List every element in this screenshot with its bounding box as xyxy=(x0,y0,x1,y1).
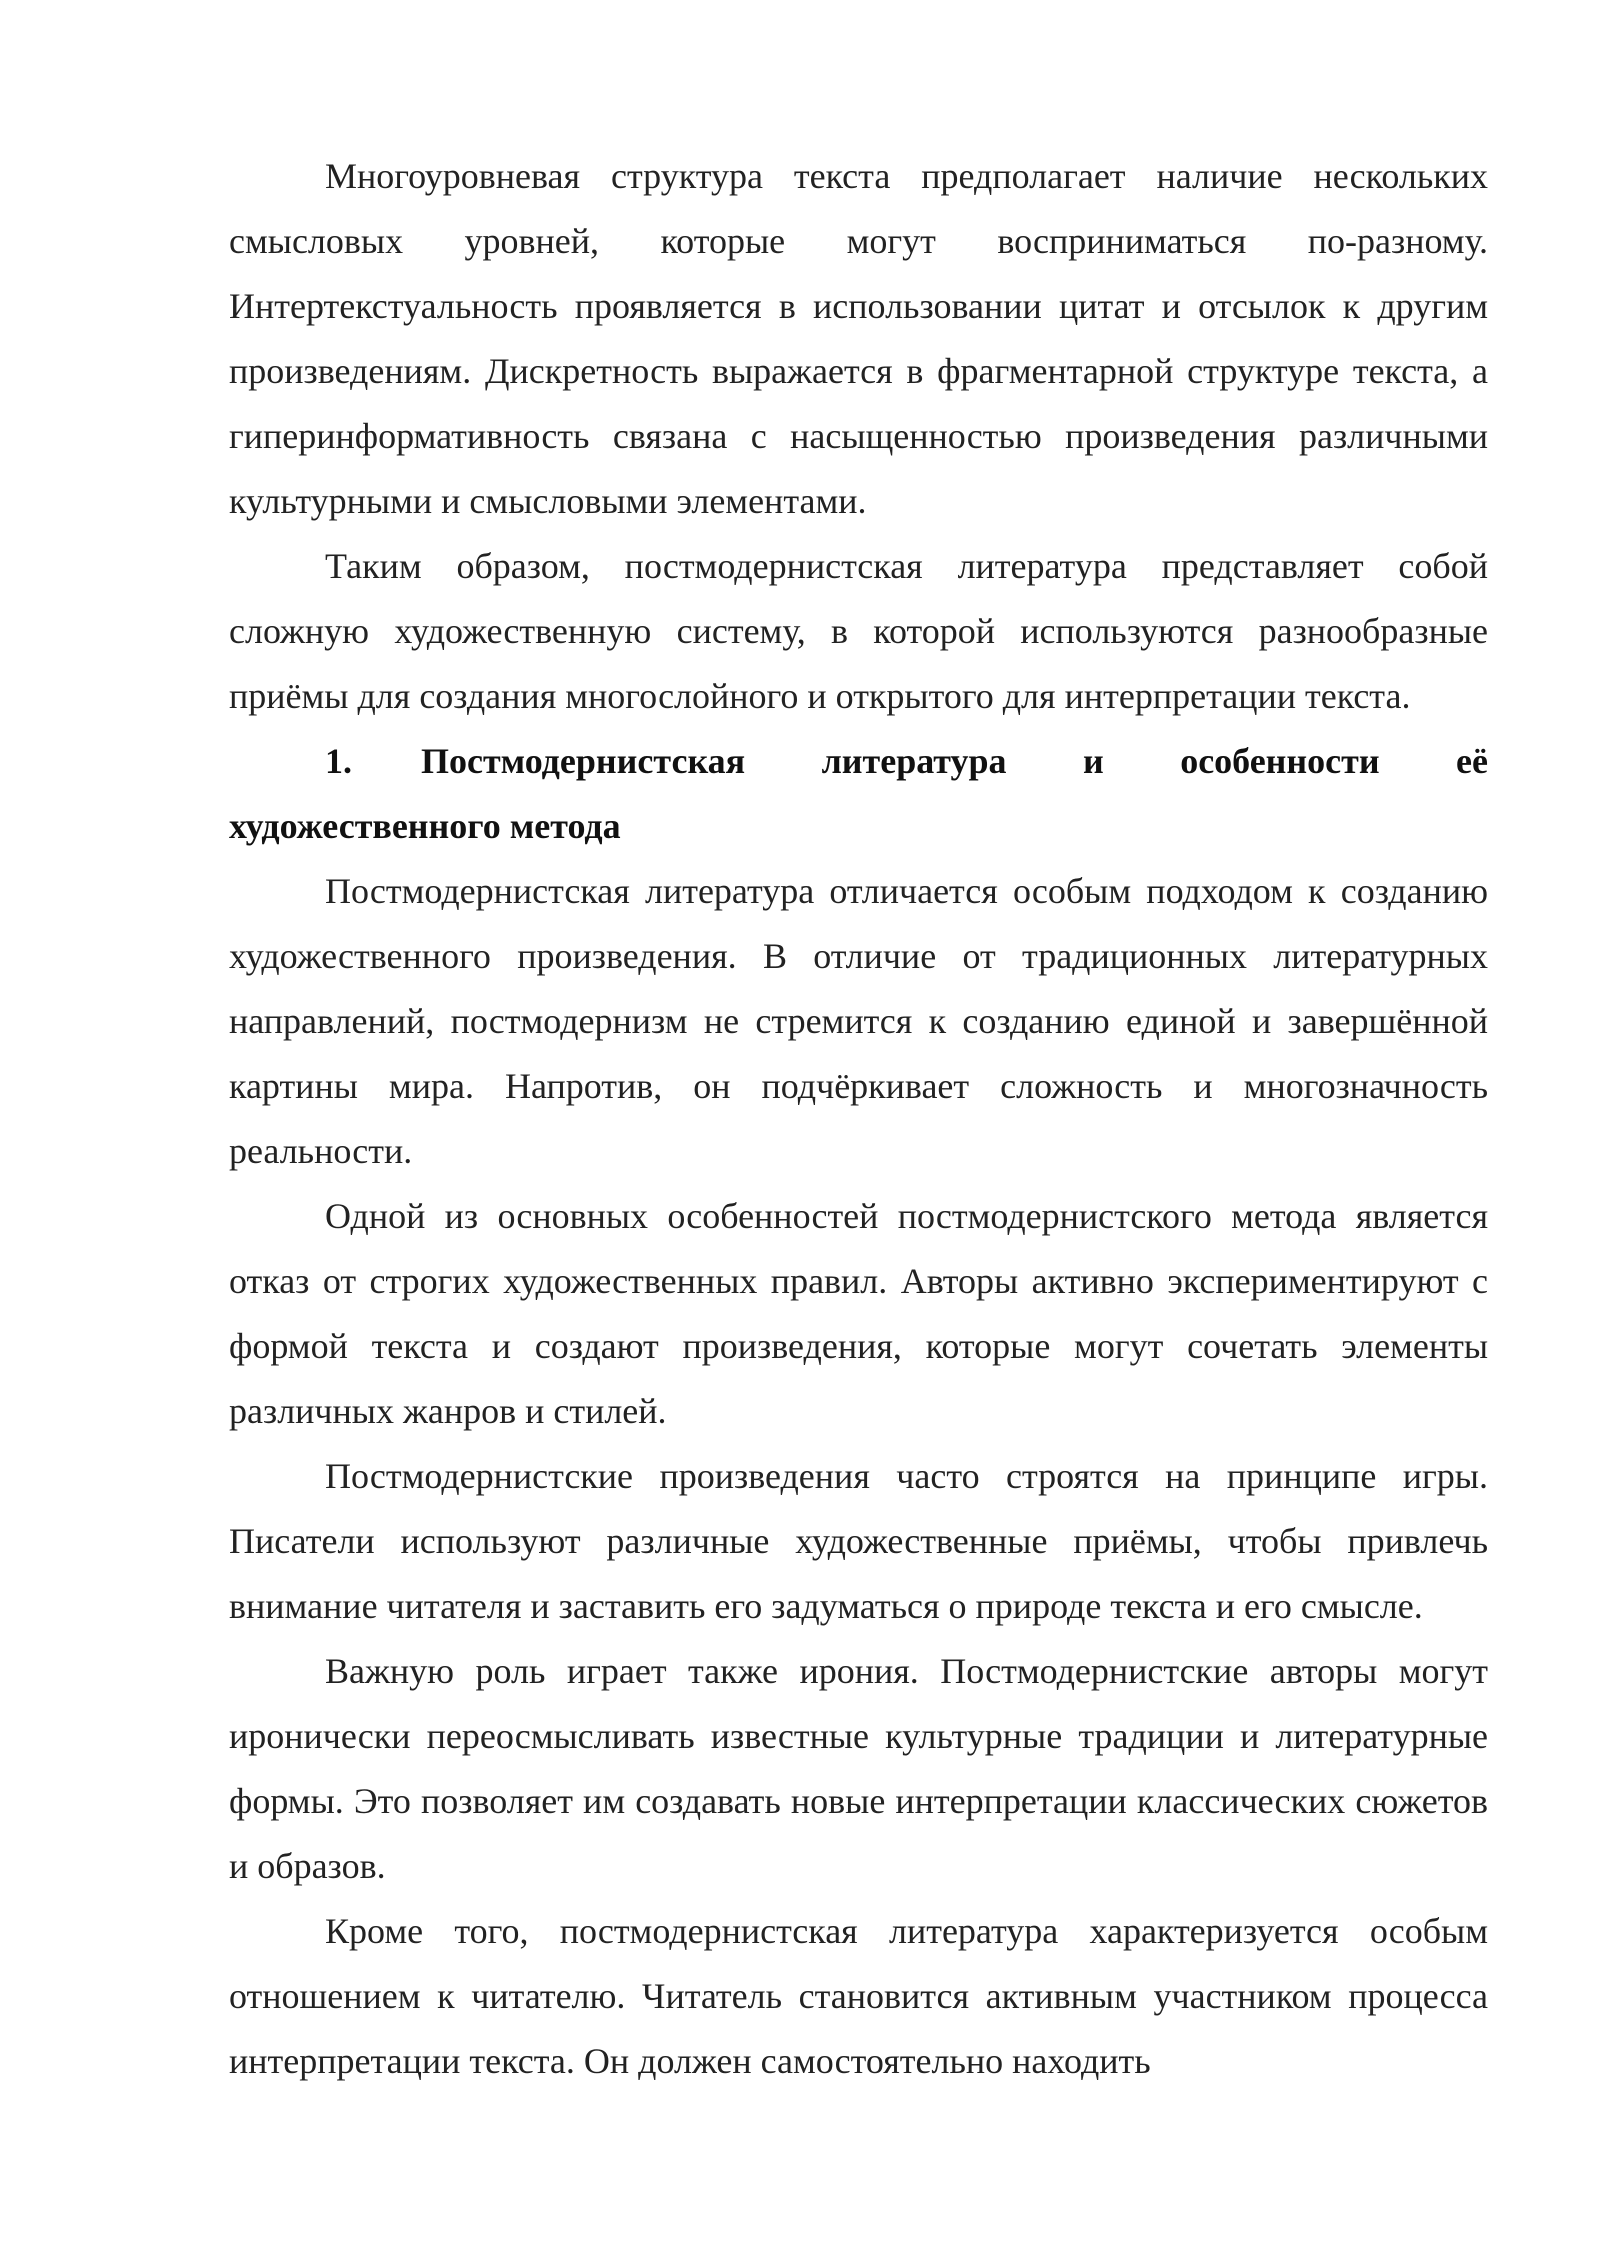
paragraph: Важную роль играет также ирония. Постмодернистские авторы могут иронически переосмысливать известные культурные традиции и литературные формы. Это позволяет им создавать новые интерпретации классических сюжетов и образов. xyxy=(229,1651,1488,1886)
document-text-body xyxy=(229,144,1488,2094)
section-heading-number: 1. xyxy=(325,741,352,781)
paragraph: Одной из основных особенностей постмодернистского метода является отказ от строгих художественных правил. Авторы активно экспериментируют с формой текста и создают произведения, которые могут сочетать элементы различных жанров и стилей. xyxy=(229,1196,1488,1431)
section-heading xyxy=(229,729,1488,859)
paragraph: Кроме того, постмодернистская литература характеризуется особым отношением к читателю. Читатель становится активным участником процесса интерпретации текста. Он должен самостоятельно находить xyxy=(229,1911,1488,2081)
section-heading-text: Постмодернистская литература и особенности её художественного метода xyxy=(229,741,1488,846)
paragraph: Постмодернистские произведения часто строятся на принципе игры. Писатели используют различные художественные приёмы, чтобы привлечь внимание читателя и заставить его задуматься о природе текста и его смысле. xyxy=(229,1456,1488,1626)
paragraph: Постмодернистская литература отличается особым подходом к созданию художественного произведения. В отличие от традиционных литературных направлений, постмодернизм не стремится к созданию единой и завершённой картины мира. Напротив, он подчёркивает сложность и многозначность реальности. xyxy=(229,871,1488,1171)
paragraph: Таким образом, постмодернистская литература представляет собой сложную художественную систему, в которой используются разнообразные приёмы для создания многослойного и открытого для интерпретации текста. xyxy=(229,546,1488,716)
paragraph: Многоуровневая структура текста предполагает наличие нескольких смысловых уровней, которые могут восприниматься по-разному. Интертекстуальность проявляется в использовании цитат и отсылок к другим произведениям. Дискретность выражается в фрагментарной структуре текста, а гиперинформативность связана с насыщенностью произведения различными культурными и смысловыми элементами. xyxy=(229,156,1488,521)
